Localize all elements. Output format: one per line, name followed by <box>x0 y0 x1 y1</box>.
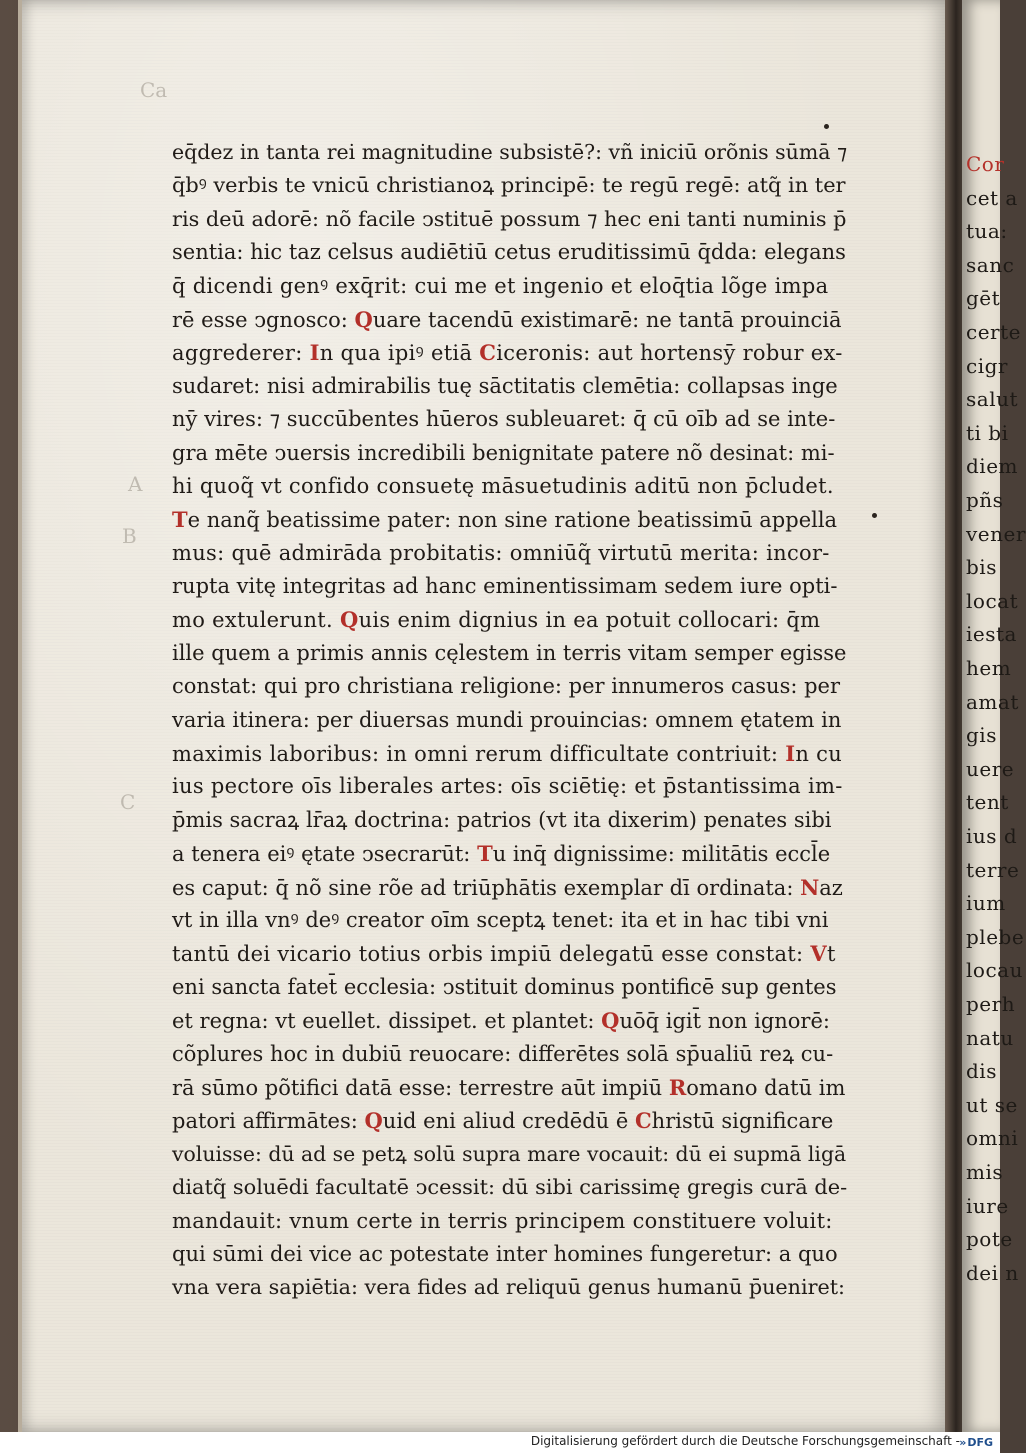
text-line <box>172 270 848 303</box>
text-line <box>172 537 848 570</box>
text-line <box>172 437 848 470</box>
ink-dot <box>872 513 877 518</box>
facing-page-fragment: terre <box>966 857 1020 882</box>
text-segment: p̄mis sacraꝝ lr̄aꝝ doctrina: patrios (vt ita dixerim) penates sibi <box>172 807 832 832</box>
facing-page-fragment: bis <box>966 555 997 580</box>
text-line <box>172 236 848 269</box>
text-line <box>172 971 848 1004</box>
text-line <box>172 837 848 870</box>
text-segment: qui sūmi dei vice ac potestate inter homines fungeretur: a quo <box>172 1241 838 1266</box>
facing-page-fragment: iure <box>966 1193 1009 1218</box>
text-segment: q̄ dicendi genꝰ exq̄rit: cui me et ingenio et eloq̄tia lõge impa <box>172 273 829 298</box>
text-segment: omano datū im <box>686 1075 846 1100</box>
text-segment: n qua ipiꝰ etiā <box>319 341 480 366</box>
text-segment: sudaret: nisi admirabilis tuę sāctitatis clemētia: collapsas inge <box>172 373 838 398</box>
text-line <box>172 503 848 536</box>
rubricated-initial: I <box>785 741 796 767</box>
facing-page-fragment: omni <box>966 1126 1019 1151</box>
text-line <box>172 1238 848 1271</box>
rubricated-initial: Q <box>601 1008 620 1034</box>
rubricated-initial: N <box>800 874 820 900</box>
text-segment: u inq̄ dignissime: militātis eccl̄e <box>492 842 831 867</box>
rubricated-initial: T <box>172 507 188 533</box>
main-text-block <box>172 136 848 1305</box>
facing-page-fragment: hem <box>966 656 1012 680</box>
text-segment: t <box>826 942 836 967</box>
text-segment: ille quem a primis annis cęlestem in terris vitam semper egisse <box>172 640 847 665</box>
text-line <box>172 603 848 636</box>
facing-page-fragment: Cor <box>966 152 1005 176</box>
facing-page-fragment: tua: <box>966 219 1008 244</box>
text-segment: mandauit: vnum certe in terris principem constituere voluit: <box>172 1208 833 1233</box>
facing-page-fragment: cet a <box>966 185 1018 210</box>
rubricated-initial: T <box>477 841 493 867</box>
text-segment: hi quoq̃ vt confido consuetę māsuetudinis aditū non p̄cludet. <box>172 473 834 498</box>
facing-page-fragment: locat <box>966 588 1019 613</box>
text-segment: rā sūmo põtifici datā esse: terrestre aūt impiū <box>172 1075 669 1100</box>
text-line <box>172 1171 848 1204</box>
facing-page-fragment: uere <box>966 756 1015 781</box>
text-segment: varia itinera: per diuersas mundi prouincias: omnem ętatem in <box>172 707 842 732</box>
text-line <box>172 470 848 503</box>
text-segment: ius pectore oīs liberales artes: oīs sciētię: et p̄stantissima im- <box>172 774 843 799</box>
text-segment: gra mēte ↄuersis incredibili benignitate patere nõ desinat: mi- <box>172 440 835 465</box>
rubricated-initial: R <box>668 1074 687 1100</box>
text-segment: e nanq̃ beatissime pater: non sine ratione beatissimū appella <box>187 508 838 533</box>
text-segment: diatq̃ soluēdi facultatē ↄcessit: dū sibi carissimę gregis curā de- <box>172 1175 848 1200</box>
facing-page-fragment: vener <box>966 521 1026 546</box>
facing-page-fragment: locau <box>966 958 1023 983</box>
text-segment: patori affirmātes: <box>172 1109 365 1134</box>
text-line <box>172 904 848 937</box>
facing-page-fragment: dei n <box>966 1260 1019 1285</box>
text-segment: n cu <box>795 742 843 767</box>
text-line <box>172 704 848 737</box>
text-segment: uare tacendū existimarē: ne tantā prouinciā <box>372 307 842 332</box>
ink-dot <box>824 124 829 129</box>
facing-page-fragment: ut se <box>966 1092 1018 1117</box>
text-segment: vna vera sapiētia: vera fides ad reliquū genus humanū p̄ueniret: <box>172 1275 846 1300</box>
dfg-logo: » DFG <box>956 1435 996 1450</box>
facing-page-fragment: perh <box>966 992 1016 1016</box>
rubricated-initial: Q <box>364 1108 383 1134</box>
facing-page-fragment: pñs <box>966 488 1004 512</box>
facing-page-fragment: diem <box>966 454 1018 479</box>
facing-page-fragment: sanc <box>966 252 1015 277</box>
text-segment: rupta vitę integritas ad hanc eminentissimam sedem iure opti- <box>172 574 838 599</box>
text-segment: eni sancta fatet̄ ecclesia: ↄstituit dominus pontificē sup gentes <box>172 974 837 999</box>
facing-page-fragment: mis <box>966 1160 1004 1184</box>
bleed-through-mark: Ca <box>140 78 168 102</box>
footer-bar <box>0 1432 1000 1453</box>
rubricated-initial: I <box>309 340 320 366</box>
facing-page-fragment: salut <box>966 387 1019 412</box>
text-segment: uid eni aliud credēdū ē <box>382 1109 635 1134</box>
rubricated-initial: Q <box>354 306 373 332</box>
facing-page-fragment: amat <box>966 689 1019 714</box>
text-segment: a tenera eiꝰ ętate ↄsecrarūt: <box>172 842 478 867</box>
facing-page-fragment: ium <box>966 891 1006 916</box>
facing-page-fragment: certe <box>966 320 1021 344</box>
text-line <box>172 1071 848 1104</box>
facing-page-fragment: natu <box>966 1025 1014 1050</box>
facing-page-fragment: tent <box>966 790 1009 815</box>
rubricated-initial: C <box>479 340 497 366</box>
text-line <box>172 403 848 436</box>
rubricated-initial: V <box>810 941 827 967</box>
text-segment: aggrederer: <box>172 341 310 366</box>
bleed-through-mark: C <box>120 790 136 814</box>
rubricated-initial: C <box>634 1108 652 1134</box>
text-segment: constat: qui pro christiana religione: per innumeros casus: per <box>172 674 841 699</box>
text-segment: voluisse: dū ad se petꝝ solū supra mare vocauit: dū ei supmā ligā <box>172 1141 847 1166</box>
text-line <box>172 169 848 202</box>
funding-credit: Digitalisierung gefördert durch die Deutsche Forschungsgemeinschaft - <box>530 1434 960 1448</box>
bleed-through-mark: A <box>128 472 143 496</box>
text-segment: mo extulerunt. <box>172 608 340 633</box>
facing-page-fragment: iesta <box>966 622 1017 647</box>
text-segment: cõplures hoc in dubiū reuocare: differētes solā sp̄ualiū reꝝ cu- <box>172 1041 834 1066</box>
text-segment: vt in illa vnꝰ deꝰ creator oīm sceptꝝ tenet: ita et in hac tibi vni <box>172 907 829 932</box>
text-segment: nȳ vires: ⁊ succūbentes hūeros subleuaret: q̄ cū oīb ad se inte- <box>172 407 836 432</box>
text-segment: mus: quē admirāda probitatis: omniūq̃ virtutū merita: incor- <box>172 540 830 565</box>
text-line <box>172 804 848 837</box>
text-line <box>172 570 848 603</box>
text-line <box>172 1205 848 1238</box>
text-segment: eq̄dez in tanta rei magnitudine subsistē?: vñ iniciū orõnis sūmā ⁊ <box>172 140 848 164</box>
text-segment: iceronis: aut hortensȳ robur ex- <box>496 341 843 366</box>
facing-page-fragment: cigr <box>966 353 1008 378</box>
text-line <box>172 871 848 904</box>
text-line <box>172 670 848 703</box>
text-segment: et regna: vt euellet. dissipet. et plantet: <box>172 1009 602 1034</box>
text-line <box>172 737 848 770</box>
text-line <box>172 637 848 670</box>
text-line <box>172 136 848 169</box>
text-line <box>172 336 848 369</box>
text-segment: maximis laboribus: in omni rerum difficultate contriuit: <box>172 742 786 767</box>
facing-page-fragment: plebe <box>966 924 1025 949</box>
facing-page-fragment: gēt <box>966 286 1001 311</box>
facing-page-fragment: gis <box>966 723 997 748</box>
text-segment: tantū dei vicario totius orbis impiū delegatū esse constat: <box>172 942 811 967</box>
text-line <box>172 770 848 803</box>
text-line <box>172 937 848 970</box>
facing-page-edge <box>962 0 1026 1432</box>
text-segment: ris deū adorē: nõ facile ↄstituē possum ⁊ hec eni tanti numinis p̄ <box>172 206 847 231</box>
facing-page-fragment: ius d <box>966 824 1018 848</box>
text-segment: az <box>819 875 843 900</box>
text-segment: rē esse ↄgnosco: <box>172 307 355 332</box>
rubricated-initial: Q <box>340 607 359 633</box>
facing-page-fragment: pote <box>966 1227 1013 1252</box>
text-line <box>172 1004 848 1037</box>
text-segment: q̄bꝰ verbis te vnicū christianoꝝ principē: te regū regē: atq̃ in ter <box>172 173 846 198</box>
text-segment: uis enim dignius in ea potuit collocari: q̄m <box>358 608 821 633</box>
text-segment: sentia: hic taz celsus audiētiū cetus eruditissimū q̄dda: elegans <box>172 240 846 265</box>
text-segment: es caput: q̄ nõ sine rõe ad triūphātis exemplar dī ordinata: <box>172 875 801 900</box>
bleed-through-mark: B <box>122 524 137 548</box>
facing-page-fragment: ti bi <box>966 420 1009 445</box>
text-line <box>172 370 848 403</box>
text-line <box>172 1138 848 1171</box>
text-line <box>172 1104 848 1137</box>
text-line <box>172 1271 848 1304</box>
text-segment: uōq̄ igit̄ non ignorē: <box>619 1009 830 1034</box>
text-line <box>172 203 848 236</box>
facing-page-fragment: dis <box>966 1059 997 1084</box>
text-segment: hristū significare <box>651 1109 834 1134</box>
text-line <box>172 303 848 336</box>
text-line <box>172 1038 848 1071</box>
